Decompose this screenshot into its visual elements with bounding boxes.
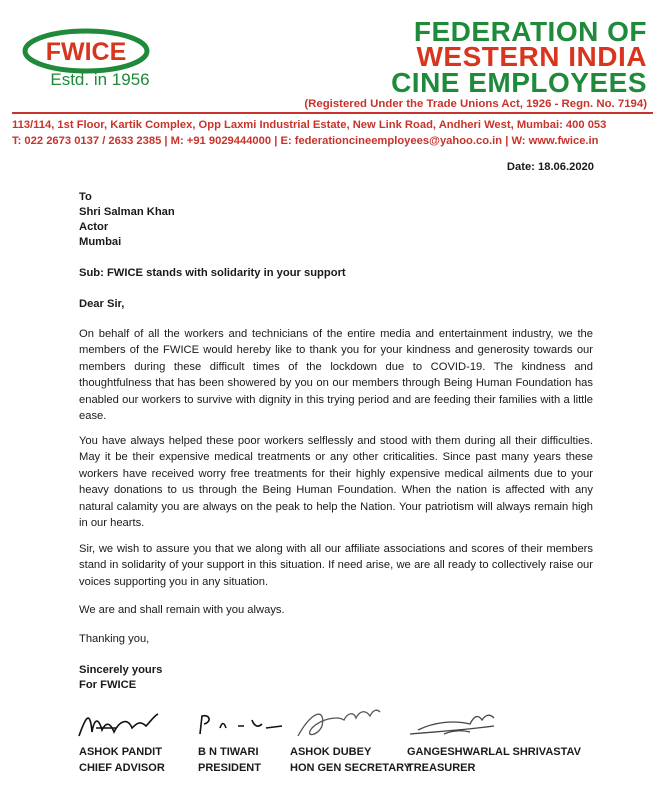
recipient-city: Mumbai bbox=[79, 236, 122, 248]
recipient-title: Actor bbox=[79, 221, 109, 233]
paragraph-1: On behalf of all the workers and technicians of the entire media and entertainment industry, we the members of the FWICE would hereby like to thank you for your kindness and generosity towards our members during these difficult times of the lockdown due to COVID-19. The kindness and thoughtfulness that has been showered by you on our members through Being Human Foundation has enabled our workers to survive with dignity in this trying period and are feeding their families with a little ease. bbox=[79, 328, 593, 423]
org-address: 113/114, 1st Floor, Kartik Complex, Opp Laxmi Industrial Estate, New Link Road, Andheri West, Mumbai: 400 053 bbox=[12, 119, 607, 131]
letter-date: Date: 18.06.2020 bbox=[506, 161, 594, 173]
org-name-line-1: FEDERATION OF bbox=[413, 16, 647, 47]
salutation: Dear Sir, bbox=[79, 298, 125, 310]
fwice-logo bbox=[20, 27, 170, 91]
signature-ashok-pandit bbox=[76, 706, 162, 742]
closing-line: Sincerely yours bbox=[79, 664, 163, 676]
signatory-title-2: PRESIDENT bbox=[198, 762, 261, 774]
paragraph-2: You have always helped these poor workers selflessly and stood with them during all their difficulties. May it be their expensive medical treatments or any other criticalities. Since past many years these workers have received worry free treatments for their highly expensive medical ailments due to your heavy donations to us through the Being Human Foundation. When the nation is affected with any natural calamity you are always on the peak to help the Nation. Your patriotism will always remain high in our hearts. bbox=[79, 435, 593, 530]
letter-subject: Sub: FWICE stands with solidarity in your support bbox=[79, 267, 346, 279]
logo-text: FWICE bbox=[45, 38, 127, 66]
signatory-title-3: HON GEN SECRETARY bbox=[290, 762, 412, 774]
signatory-name-1: ASHOK PANDIT bbox=[79, 746, 162, 758]
recipient-name: Shri Salman Khan bbox=[79, 206, 175, 218]
signatory-name-2: B N TIWARI bbox=[198, 746, 259, 758]
logo-estd: Estd. in 1956 bbox=[50, 70, 150, 89]
paragraph-4: We are and shall remain with you always. bbox=[79, 604, 285, 616]
signatory-name-3: ASHOK DUBEY bbox=[290, 746, 372, 758]
thanks-line: Thanking you, bbox=[79, 633, 150, 645]
header-divider bbox=[12, 112, 653, 114]
signatory-name-4: GANGESHWARLAL SHRIVASTAV bbox=[407, 746, 581, 758]
to-label: To bbox=[79, 191, 92, 203]
signature-gangeshwarlal-shrivastav bbox=[404, 708, 500, 740]
registration-line: (Registered Under the Trade Unions Act, 1926 - Regn. No. 7194) bbox=[304, 98, 647, 110]
for-org-line: For FWICE bbox=[79, 679, 137, 691]
signature-ashok-dubey bbox=[292, 706, 384, 742]
paragraph-3: Sir, we wish to assure you that we along with all our affiliate associations and scores of their members stand in solidarity of your support in this situation. If need arise, we are all ready to collectively raise our voices supporting you in any situation. bbox=[79, 543, 593, 588]
signatory-title-1: CHIEF ADVISOR bbox=[79, 762, 165, 774]
signature-bn-tiwari bbox=[196, 710, 286, 740]
org-name-line-2: WESTERN INDIA bbox=[416, 41, 647, 72]
org-name-line-3: CINE EMPLOYEES bbox=[391, 67, 647, 98]
org-contact: T: 022 2673 0137 / 2633 2385 | M: +91 9029444000 | E: federationcineemployees@yahoo.co.in | W: www.fwice.in bbox=[12, 135, 599, 147]
signatory-title-4: TREASURER bbox=[407, 762, 476, 774]
